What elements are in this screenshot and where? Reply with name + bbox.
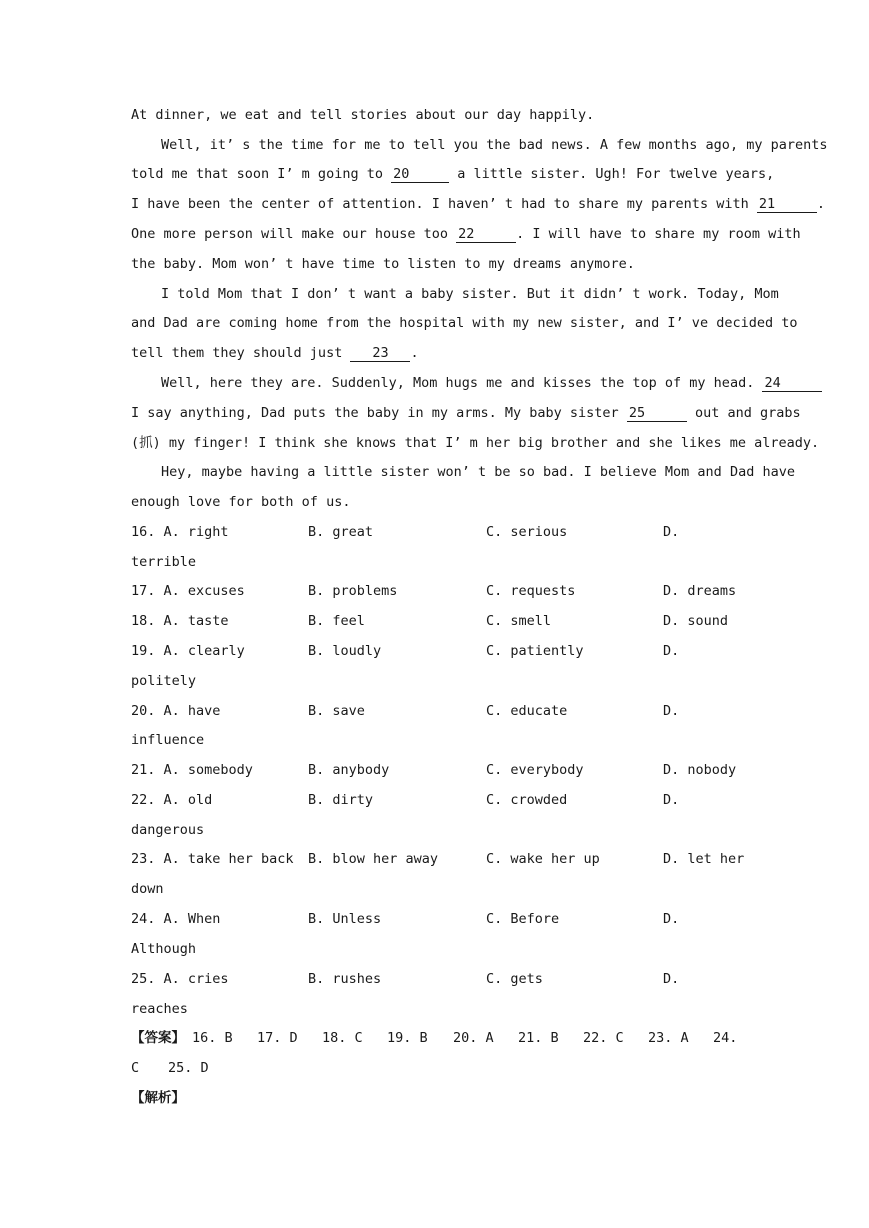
option-d: D. let her [663,851,745,867]
option-d-wrap: Although [131,941,197,957]
passage-line: and Dad are coming home from the hospital with my new sister, and I’ ve decided to [131,315,798,331]
answer-item: 19. B [387,1030,428,1046]
answer-label: 【答案】 [131,1030,185,1046]
passage-line: tell them they should just 23 . [131,345,419,361]
passage-line: Hey, maybe having a little sister won’ t be so bad. I believe Mom and Dad have [161,464,795,480]
option-d: D. [663,703,680,719]
option-d-wrap: terrible [131,554,197,570]
option-c: C. gets [486,971,543,987]
option-d-wrap: influence [131,732,205,748]
answer-item: 25. D [168,1060,209,1076]
option-d-wrap: down [131,881,164,897]
option-c: C. requests [486,583,576,599]
option-b: B. blow her away [308,851,439,867]
option-a: 19. A. clearly [131,643,245,659]
answer-item: 24. [713,1030,738,1046]
passage-line: Well, here they are. Suddenly, Mom hugs me and kisses the top of my head. 24 [161,374,737,392]
passage-line: I say anything, Dad puts the baby in my arms. My baby sister 25 out and grabs [131,405,801,421]
blank-25: 25 [627,406,687,422]
option-d: D. [663,792,680,808]
option-a: 17. A. excuses [131,583,245,599]
passage-line: the baby. Mom won’ t have time to listen to my dreams anymore. [131,256,635,272]
option-b: B. dirty [308,792,374,808]
passage-line: I told Mom that I don’ t want a baby sister. But it didn’ t work. Today, Mom [161,286,779,302]
option-c: C. crowded [486,792,568,808]
passage-line: I have been the center of attention. I haven’ t had to share my parents with 21 . [131,196,825,212]
option-b: B. problems [308,583,398,599]
answer-item: 22. C [583,1030,624,1046]
option-c: C. smell [486,613,552,629]
passage-line: Well, it’ s the time for me to tell you the bad news. A few months ago, my parents [161,137,828,153]
option-c: C. Before [486,911,560,927]
option-a: 18. A. taste [131,613,229,629]
option-d-wrap: reaches [131,1001,188,1017]
answer-item: 17. D [257,1030,298,1046]
option-d: D. [663,643,680,659]
answer-item: 20. A [453,1030,494,1046]
passage-line: At dinner, we eat and tell stories about our day happily. [131,107,595,123]
option-c: C. serious [486,524,568,540]
option-d: D. [663,524,680,540]
passage-line: (抓) my finger! I think she knows that I’ m her big brother and she likes me already. [131,435,820,451]
option-a: 22. A. old [131,792,213,808]
option-d: D. [663,911,680,927]
option-c: C. wake her up [486,851,600,867]
option-a: 20. A. have [131,703,221,719]
option-d-wrap: dangerous [131,822,205,838]
blank-20: 20 [391,167,449,183]
answer-item: 16. B [192,1030,233,1046]
option-b: B. feel [308,613,365,629]
blank-23: 23 [350,346,410,362]
passage-line: told me that soon I’ m going to 20 a little sister. Ugh! For twelve years, [131,166,775,182]
option-a: 21. A. somebody [131,762,253,778]
blank-21: 21 [757,197,817,213]
option-c: C. everybody [486,762,584,778]
answer-item: 23. A [648,1030,689,1046]
option-b: B. Unless [308,911,382,927]
option-b: B. save [308,703,365,719]
option-a: 24. A. When [131,911,221,927]
option-b: B. loudly [308,643,382,659]
option-a: 23. A. take her back [131,851,294,867]
option-a: 25. A. cries [131,971,229,987]
passage-line: enough love for both of us. [131,494,351,510]
blank-24: 24 [762,376,822,392]
blank-22: 22 [456,227,516,243]
answer-item: C [131,1060,140,1076]
analysis-label: 【解析】 [131,1090,185,1106]
option-d: D. dreams [663,583,737,599]
passage-line: One more person will make our house too 22 . I will have to share my room with [131,226,801,242]
option-d-wrap: politely [131,673,197,689]
option-b: B. rushes [308,971,382,987]
option-c: C. educate [486,703,568,719]
option-d: D. sound [663,613,729,629]
option-d: D. nobody [663,762,737,778]
option-b: B. great [308,524,374,540]
option-a: 16. A. right [131,524,229,540]
option-c: C. patiently [486,643,584,659]
answer-item: 21. B [518,1030,559,1046]
option-d: D. [663,971,680,987]
option-b: B. anybody [308,762,390,778]
answer-item: 18. C [322,1030,363,1046]
